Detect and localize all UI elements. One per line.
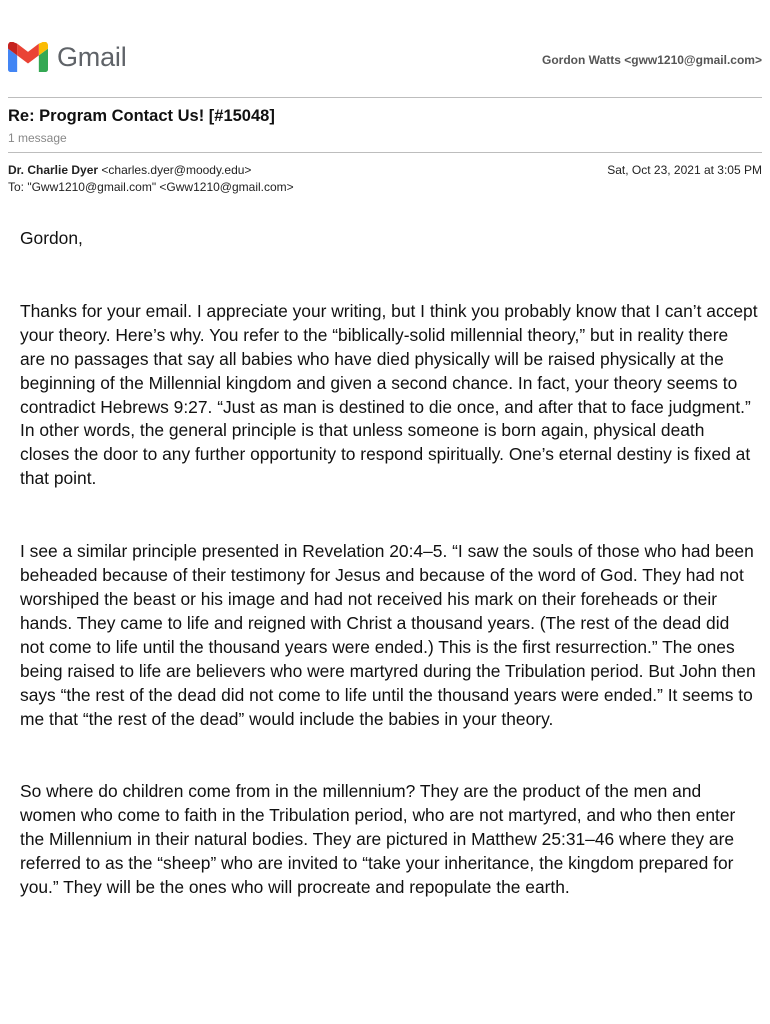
gmail-envelope-icon [8,42,48,72]
message-count: 1 message [8,131,67,145]
body-paragraph: So where do children come from in the millennium? They are the product of the men and women who come to faith in the Tribulation period, who are not martyred, and who then enter the Millennium in their natural bodies. They are pictured in Matthew 25:31–46 where they are referred to as the “sheep” who are invited to “take your inheritance, the kingdom prepared for you.” They will be the ones who will procreate and repopulate the earth. [20,781,736,898]
greeting: Gordon, [20,228,83,248]
body-paragraph: Thanks for your email. I appreciate your writing, but I think you probably know that I can’t accept your theory. Here’s why. You refer to the “biblically-solid millennial theory,” but in reality there are no passages that say all babies who have died physically will be raised physically at the beginning of the Millennial kingdom and given a second chance. In fact, your theory seems to contradict Hebrews 9:27. “Just as man is destined to die once, and after that to face judgment.” In other words, the general principle is that unless someone is born again, physical death closes the door to any further opportunity to respond spiritually. One’s eternal destiny is fixed at that point. [20,300,758,489]
message-body [20,227,758,949]
sender-email: <charles.dyer@moody.edu> [101,163,252,177]
sender-line [8,163,251,177]
subject-divider [8,152,762,153]
gmail-logo [8,40,127,74]
recipient-line: To: "Gww1210@gmail.com" <Gww1210@gmail.com> [8,180,294,194]
thread-subject: Re: Program Contact Us! [#15048] [8,107,275,125]
body-paragraph: I see a similar principle presented in Revelation 20:4–5. “I saw the souls of those who had been beheaded because of their testimony for Jesus and because of the word of God. They had not worshiped the beast or his image and had not received his mark on their foreheads or their hands. They came to life and reigned with Christ a thousand years. (The rest of the dead did not come to life until the thousand years were ended.) This is the first resurrection.” The ones being raised to life are believers who were martyred during the Tribulation period. But John then says “the rest of the dead did not come to life until the thousand years were ended.” It seems to me that “the rest of the dead” would include the babies in your theory. [20,541,756,729]
account-label: Gordon Watts <gww1210@gmail.com> [542,53,762,67]
message-date: Sat, Oct 23, 2021 at 3:05 PM [607,163,762,177]
sender-name: Dr. Charlie Dyer [8,163,99,177]
gmail-wordmark: Gmail [57,42,127,72]
header-divider [8,97,762,98]
